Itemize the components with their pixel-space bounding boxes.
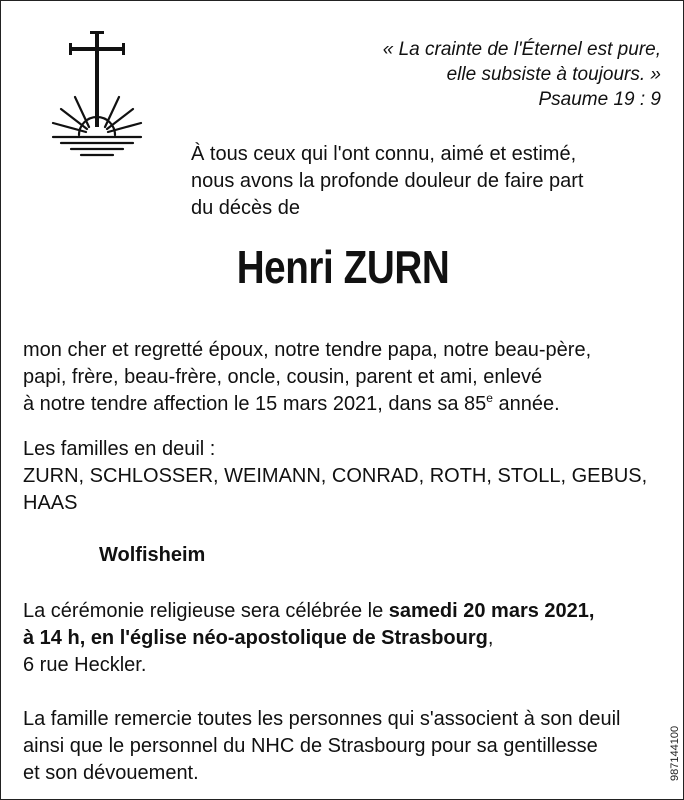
- reference-number: 987144100: [669, 725, 681, 781]
- description-line-3-end: année.: [492, 393, 560, 415]
- ceremony-time-place: à 14 h, en l'église néo-apostolique de Strasbourg: [23, 627, 488, 649]
- ordinal-superscript: e: [486, 391, 493, 405]
- intro-line-2: nous avons la profonde douleur de faire part: [191, 170, 584, 192]
- quote-line-2: elle subsiste à toujours. »: [446, 64, 661, 85]
- families-line-2: HAAS: [23, 492, 78, 514]
- description-paragraph: [23, 337, 663, 418]
- families-paragraph: [23, 436, 663, 517]
- description-line-3: [23, 391, 663, 418]
- families-line-1: ZURN, SCHLOSSER, WEIMANN, CONRAD, ROTH, STOLL, GEBUS,: [23, 465, 648, 487]
- ceremony-line-2: [23, 625, 663, 652]
- village-name: Wolfisheim: [99, 544, 206, 566]
- thanks-line-2: ainsi que le personnel du NHC de Strasbourg pour sa gentillesse: [23, 735, 598, 757]
- quote-reference: Psaume 19 : 9: [538, 89, 661, 110]
- ceremony-line-2-comma: ,: [487, 627, 494, 649]
- cross-with-rising-sun-icon: [49, 31, 145, 157]
- ceremony-line-1-text: La cérémonie religieuse sera célébrée le: [23, 600, 389, 622]
- ceremony-line-1: [23, 598, 663, 625]
- description-line-3-text: à notre tendre affection le 15 mars 2021, dans sa 85: [23, 393, 487, 415]
- thanks-line-3: et son dévouement.: [23, 762, 199, 784]
- intro-text: [191, 141, 661, 222]
- intro-line-1: À tous ceux qui l'ont connu, aimé et estimé,: [191, 143, 577, 165]
- deceased-name: Henri ZURN: [236, 241, 450, 293]
- ceremony-paragraph: [23, 598, 663, 679]
- ceremony-address: 6 rue Heckler.: [23, 654, 147, 676]
- bible-quote: [241, 37, 661, 112]
- description-line-2: papi, frère, beau-frère, oncle, cousin, parent et ami, enlevé: [23, 366, 543, 388]
- description-line-1: mon cher et regretté époux, notre tendre papa, notre beau-père,: [23, 339, 592, 361]
- families-heading: Les familles en deuil :: [23, 438, 216, 460]
- intro-line-3: du décès de: [191, 197, 300, 219]
- thanks-line-1: La famille remercie toutes les personnes qui s'associent à son deuil: [23, 708, 621, 730]
- ceremony-date: samedi 20 mars 2021,: [388, 600, 595, 622]
- thanks-paragraph: [23, 706, 663, 787]
- quote-line-1: « La crainte de l'Éternel est pure,: [382, 39, 661, 60]
